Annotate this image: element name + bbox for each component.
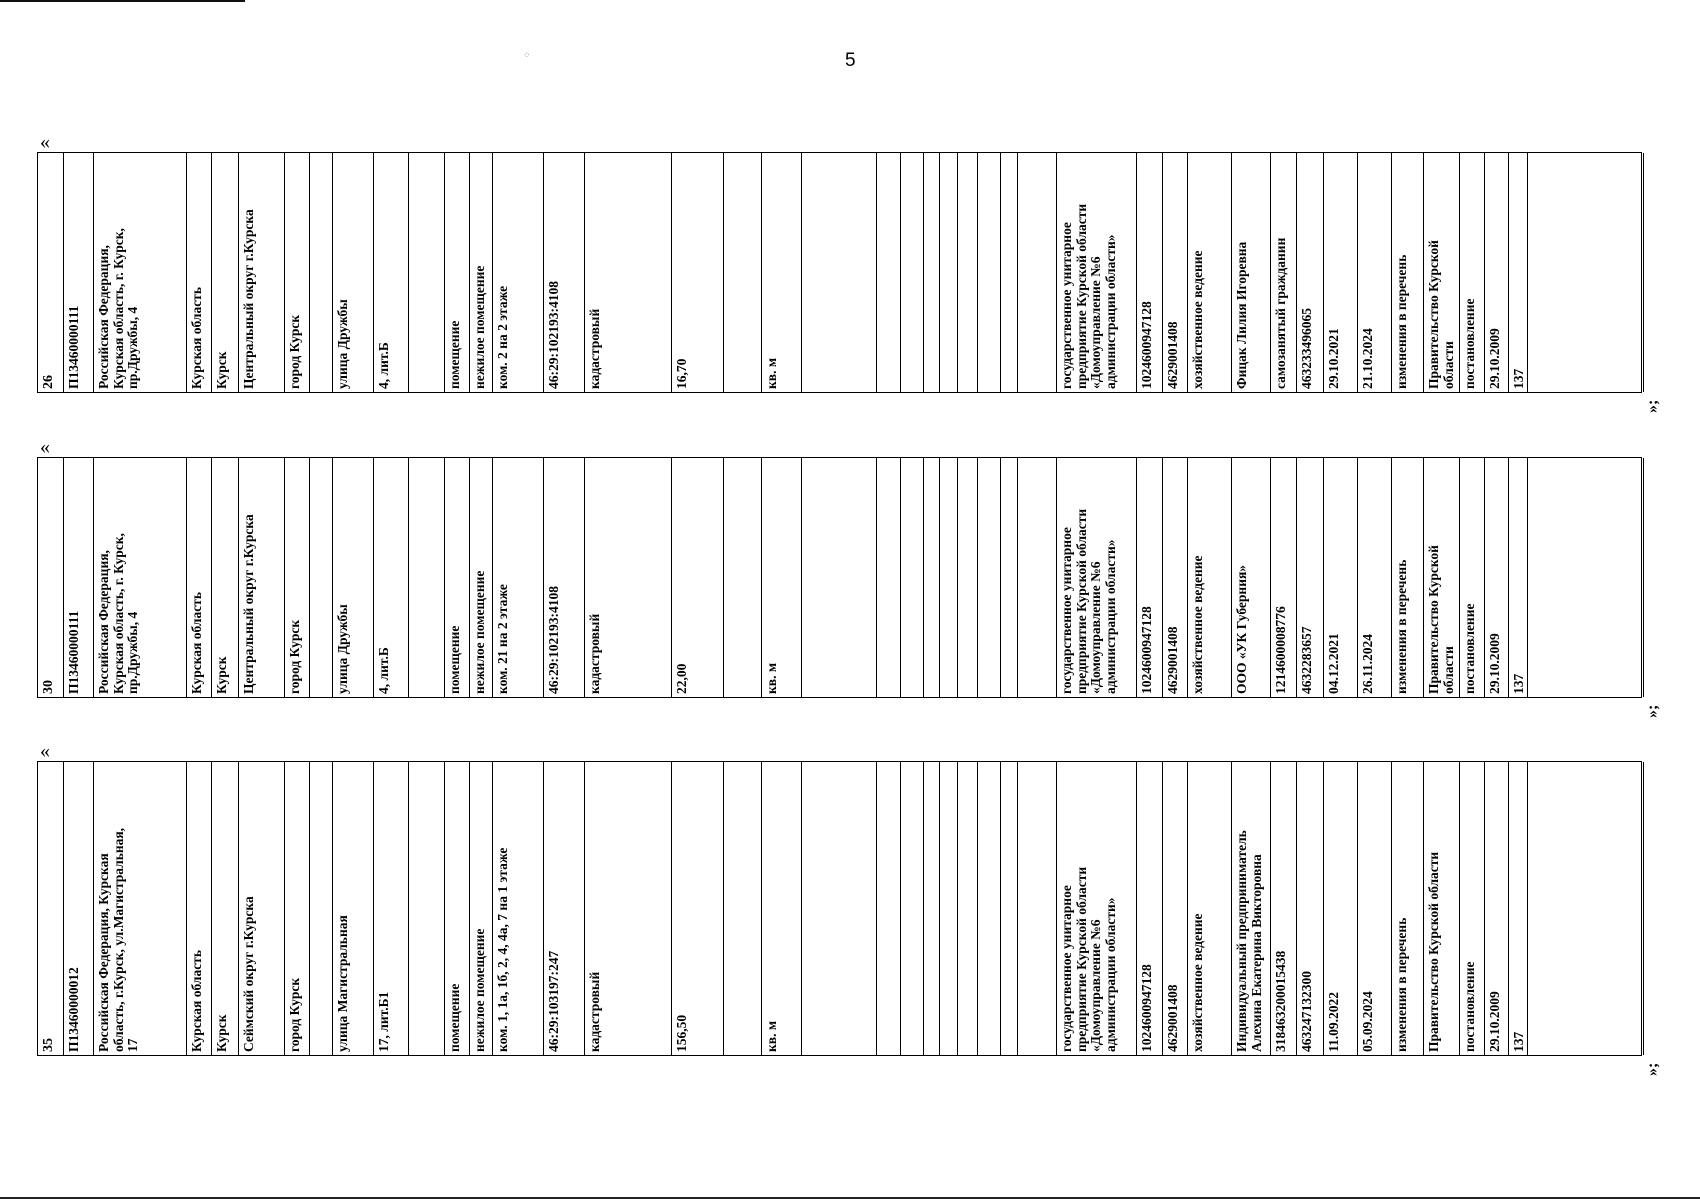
column-divider xyxy=(923,458,924,697)
cell-contract-end: 05.09.2024 xyxy=(1360,991,1375,1052)
cell-doc-type: постановление xyxy=(1462,298,1477,389)
column-divider xyxy=(876,153,877,392)
cell-doc-type: постановление xyxy=(1462,961,1477,1052)
cell-address: область, г.Курск, ул.Магистральная, xyxy=(110,827,126,1052)
cell-holder-ogrn: 1024600947128 xyxy=(1139,301,1154,389)
cell-authority: Правительство Курской xyxy=(1426,240,1441,389)
column-divider xyxy=(1391,153,1392,392)
cell-tenant: ООО «УК Губерния» xyxy=(1234,564,1249,694)
column-divider xyxy=(761,762,762,1055)
column-divider xyxy=(543,153,544,392)
cell-street: улица Магистральная xyxy=(335,915,350,1052)
cell-doc-date: 29.10.2009 xyxy=(1487,633,1502,694)
column-divider xyxy=(1270,153,1271,392)
scan-edge-top xyxy=(0,0,245,2)
column-divider xyxy=(444,153,445,392)
open-quote-mark: « xyxy=(40,436,50,458)
column-divider xyxy=(1017,153,1018,392)
cell-holder: администрации области» xyxy=(1102,897,1118,1052)
cell-right-type: хозяйственное ведение xyxy=(1190,250,1205,389)
close-quote-mark: »; xyxy=(1644,399,1661,413)
column-divider xyxy=(1187,762,1188,1055)
cell-city: Курск xyxy=(214,656,229,694)
column-divider xyxy=(211,762,212,1055)
cell-change-note: изменения в перечень xyxy=(1394,559,1409,694)
cell-holder: государственное унитарное xyxy=(1059,222,1074,389)
column-divider xyxy=(1484,153,1485,392)
cell-authority: области xyxy=(1440,341,1456,389)
cell-contract-start: 29.10.2021 xyxy=(1326,328,1341,389)
scan-edge-bottom xyxy=(0,1197,1700,1199)
column-divider xyxy=(332,458,333,697)
column-divider xyxy=(1056,153,1057,392)
column-divider xyxy=(801,153,802,392)
column-divider xyxy=(1323,153,1324,392)
cell-settlement: город Курск xyxy=(287,314,302,389)
cell-authority: области xyxy=(1440,646,1456,694)
cell-area: 22,00 xyxy=(674,663,689,694)
column-divider xyxy=(1162,458,1163,697)
column-divider xyxy=(1296,762,1297,1055)
cell-registry-id: П13460000111 xyxy=(66,610,81,694)
cell-settlement: город Курск xyxy=(287,619,302,694)
column-divider xyxy=(93,458,94,697)
column-divider xyxy=(543,762,544,1055)
registry-record-table xyxy=(37,457,1642,698)
column-divider xyxy=(492,458,493,697)
column-divider xyxy=(444,458,445,697)
cell-holder: государственное унитарное xyxy=(1059,527,1074,694)
column-divider xyxy=(93,153,94,392)
cell-object-kind: помещение xyxy=(447,320,462,389)
column-divider xyxy=(284,153,285,392)
cell-unit: кв. м xyxy=(764,357,779,389)
cell-holder: «Домоуправление №6 xyxy=(1088,561,1103,694)
column-divider xyxy=(1643,762,1644,1055)
cell-holder: предприятие Курской области xyxy=(1073,866,1089,1052)
cell-object-type: нежилое помещение xyxy=(472,265,487,389)
registry-record-table xyxy=(37,152,1642,393)
cell-tenant-ogrn: 318463200015438 xyxy=(1273,950,1288,1052)
cell-object-name: ком. 21 на 2 этаже xyxy=(495,584,510,694)
cell-holder: администрации области» xyxy=(1102,234,1118,389)
cell-change-note: изменения в перечень xyxy=(1394,254,1409,389)
column-divider xyxy=(1056,458,1057,697)
column-divider xyxy=(1459,153,1460,392)
cell-object-kind: помещение xyxy=(447,983,462,1052)
cell-doc-date: 29.10.2009 xyxy=(1487,991,1502,1052)
column-divider xyxy=(284,762,285,1055)
column-divider xyxy=(238,458,239,697)
column-divider xyxy=(332,153,333,392)
column-divider xyxy=(186,762,187,1055)
column-divider xyxy=(408,153,409,392)
cell-address: пр.Дружбы, 4 xyxy=(125,306,140,389)
column-divider xyxy=(977,762,978,1055)
column-divider xyxy=(1017,762,1018,1055)
column-divider xyxy=(876,458,877,697)
cell-authority: Правительство Курской xyxy=(1426,545,1441,694)
column-divider xyxy=(939,153,940,392)
cell-house: 17, лит.Б1 xyxy=(376,991,391,1052)
column-divider xyxy=(1423,458,1424,697)
cell-registry-id: П13460000111 xyxy=(66,305,81,389)
column-divider xyxy=(671,458,672,697)
column-divider xyxy=(1527,762,1528,1055)
close-quote-mark: »; xyxy=(1644,704,1661,718)
cell-house: 4, лит.Б xyxy=(376,647,391,694)
registry-record-table xyxy=(37,761,1642,1056)
cell-right-type: хозяйственное ведение xyxy=(1190,555,1205,694)
column-divider xyxy=(1296,458,1297,697)
column-divider xyxy=(1357,458,1358,697)
column-divider xyxy=(1459,762,1460,1055)
column-divider xyxy=(900,458,901,697)
cell-object-kind: помещение xyxy=(447,625,462,694)
cell-holder: администрации области» xyxy=(1102,539,1118,694)
cell-tenant-inn: 463233496065 xyxy=(1299,308,1314,389)
column-divider xyxy=(186,458,187,697)
column-divider xyxy=(332,762,333,1055)
cell-address: Курская область, г. Курск, xyxy=(110,533,126,694)
column-divider xyxy=(671,762,672,1055)
column-divider xyxy=(1017,458,1018,697)
column-divider xyxy=(900,762,901,1055)
cell-region: Курская область xyxy=(189,950,204,1052)
column-divider xyxy=(444,762,445,1055)
column-divider xyxy=(900,153,901,392)
cell-row-number: 35 xyxy=(41,1038,56,1052)
column-divider xyxy=(492,762,493,1055)
cell-tenant-inn: 463247132300 xyxy=(1299,971,1314,1052)
column-divider xyxy=(1162,762,1163,1055)
column-divider xyxy=(671,153,672,392)
column-divider xyxy=(1323,458,1324,697)
column-divider xyxy=(469,153,470,392)
cell-contract-start: 11.09.2022 xyxy=(1326,991,1341,1052)
cell-doc-type: постановление xyxy=(1462,603,1477,694)
cell-tenant-ogrn: самозанятый гражданин xyxy=(1273,237,1288,389)
column-divider xyxy=(1357,762,1358,1055)
cell-holder-ogrn: 1024600947128 xyxy=(1139,964,1154,1052)
cell-region: Курская область xyxy=(189,592,204,694)
cell-street: улица Дружбы xyxy=(335,299,350,389)
column-divider xyxy=(957,762,958,1055)
cell-holder-inn: 4629001408 xyxy=(1165,626,1180,694)
cell-tenant-inn: 4632283657 xyxy=(1299,626,1314,694)
cell-district: Центральный округ г.Курска xyxy=(241,209,256,389)
column-divider xyxy=(1484,762,1485,1055)
cell-object-type: нежилое помещение xyxy=(472,570,487,694)
column-divider xyxy=(1508,458,1509,697)
column-divider xyxy=(1508,153,1509,392)
column-divider xyxy=(63,458,64,697)
cell-change-note: изменения в перечень xyxy=(1394,917,1409,1052)
cell-row-number: 30 xyxy=(41,680,56,694)
column-divider xyxy=(309,458,310,697)
column-divider xyxy=(1000,458,1001,697)
cell-cadastral-number: 46:29:103197:247 xyxy=(546,950,561,1052)
cell-holder: «Домоуправление №6 xyxy=(1088,256,1103,389)
cell-holder: «Домоуправление №6 xyxy=(1088,919,1103,1052)
column-divider xyxy=(801,458,802,697)
column-divider xyxy=(309,762,310,1055)
column-divider xyxy=(1056,762,1057,1055)
cell-doc-number: 137 xyxy=(1511,368,1526,389)
cell-cadastral-number: 46:29:102193:4108 xyxy=(546,586,561,694)
column-divider xyxy=(977,458,978,697)
column-divider xyxy=(284,458,285,697)
column-divider xyxy=(469,762,470,1055)
cell-area: 156,50 xyxy=(674,1014,689,1052)
cell-district: Центральный округ г.Курска xyxy=(241,514,256,694)
column-divider xyxy=(801,762,802,1055)
column-divider xyxy=(1296,153,1297,392)
column-divider xyxy=(584,458,585,697)
column-divider xyxy=(1136,762,1137,1055)
close-quote-mark: »; xyxy=(1644,1062,1661,1076)
column-divider xyxy=(238,762,239,1055)
column-divider xyxy=(1231,458,1232,697)
column-divider xyxy=(469,458,470,697)
column-divider xyxy=(1643,458,1644,697)
column-divider xyxy=(1459,458,1460,697)
column-divider xyxy=(211,153,212,392)
column-divider xyxy=(1136,153,1137,392)
open-quote-mark: « xyxy=(40,131,50,153)
cell-tenant: Индивидуальный предприниматель xyxy=(1234,830,1249,1052)
cell-contract-end: 21.10.2024 xyxy=(1360,328,1375,389)
cell-district: Сеймский округ г.Курска xyxy=(241,896,256,1052)
column-divider xyxy=(923,762,924,1055)
column-divider xyxy=(939,458,940,697)
column-divider xyxy=(1527,153,1528,392)
column-divider xyxy=(1000,153,1001,392)
column-divider xyxy=(584,153,585,392)
scan-speck: ⁘ xyxy=(523,50,531,60)
column-divider xyxy=(309,153,310,392)
column-divider xyxy=(1187,153,1188,392)
column-divider xyxy=(63,153,64,392)
column-divider xyxy=(1643,153,1644,392)
cell-holder-inn: 4629001408 xyxy=(1165,321,1180,389)
cell-address: Российская Федерация, xyxy=(96,245,111,389)
column-divider xyxy=(543,458,544,697)
column-divider xyxy=(761,458,762,697)
cell-address: пр.Дружбы, 4 xyxy=(125,611,140,694)
column-divider xyxy=(93,762,94,1055)
cell-doc-number: 137 xyxy=(1511,673,1526,694)
column-divider xyxy=(1187,458,1188,697)
cell-city: Курск xyxy=(214,1014,229,1052)
column-divider xyxy=(408,458,409,697)
cell-authority: Правительство Курской области xyxy=(1426,851,1441,1052)
cell-contract-end: 26.11.2024 xyxy=(1360,633,1375,694)
cell-address: Курская область, г. Курск, xyxy=(110,228,126,389)
column-divider xyxy=(1000,762,1001,1055)
column-divider xyxy=(211,458,212,697)
column-divider xyxy=(1423,153,1424,392)
column-divider xyxy=(723,153,724,392)
page-number: 5 xyxy=(845,50,856,71)
column-divider xyxy=(373,458,374,697)
column-divider xyxy=(238,153,239,392)
cell-unit: кв. м xyxy=(764,1020,779,1052)
column-divider xyxy=(1527,458,1528,697)
cell-holder-ogrn: 1024600947128 xyxy=(1139,606,1154,694)
column-divider xyxy=(723,762,724,1055)
cell-region: Курская область xyxy=(189,287,204,389)
cell-holder: предприятие Курской области xyxy=(1073,203,1089,389)
column-divider xyxy=(584,762,585,1055)
column-divider xyxy=(63,762,64,1055)
cell-holder: государственное унитарное xyxy=(1059,885,1074,1052)
column-divider xyxy=(876,762,877,1055)
column-divider xyxy=(373,762,374,1055)
column-divider xyxy=(1270,458,1271,697)
open-quote-mark: « xyxy=(40,740,50,762)
column-divider xyxy=(492,153,493,392)
column-divider xyxy=(923,153,924,392)
column-divider xyxy=(723,458,724,697)
cell-address: Российская Федерация, Курская xyxy=(96,853,111,1052)
cell-row-number: 26 xyxy=(41,375,56,389)
column-divider xyxy=(1423,762,1424,1055)
column-divider xyxy=(761,153,762,392)
column-divider xyxy=(1136,458,1137,697)
column-divider xyxy=(1231,762,1232,1055)
cell-address: 17 xyxy=(125,1038,140,1052)
cell-object-type: нежилое помещение xyxy=(472,928,487,1052)
cell-doc-number: 137 xyxy=(1511,1031,1526,1052)
cell-settlement: город Курск xyxy=(287,977,302,1052)
column-divider xyxy=(977,153,978,392)
cell-tenant: Фицак Лилия Игоревна xyxy=(1234,241,1249,389)
cell-address: Российская Федерация, xyxy=(96,550,111,694)
cell-tenant: Алехина Екатерина Викторовна xyxy=(1248,854,1264,1052)
cell-tenant-ogrn: 1214600008776 xyxy=(1273,606,1288,694)
cell-contract-start: 04.12.2021 xyxy=(1326,633,1341,694)
column-divider xyxy=(1231,153,1232,392)
column-divider xyxy=(1270,762,1271,1055)
column-divider xyxy=(1508,762,1509,1055)
column-divider xyxy=(1162,153,1163,392)
cell-cadastral-number: 46:29:102193:4108 xyxy=(546,281,561,389)
cell-holder-inn: 4629001408 xyxy=(1165,984,1180,1052)
column-divider xyxy=(1323,762,1324,1055)
column-divider xyxy=(373,153,374,392)
column-divider xyxy=(939,762,940,1055)
cell-number-type: кадастровый xyxy=(587,971,602,1052)
cell-doc-date: 29.10.2009 xyxy=(1487,328,1502,389)
cell-right-type: хозяйственное ведение xyxy=(1190,913,1205,1052)
cell-registry-id: П13460000012 xyxy=(66,967,81,1052)
cell-area: 16,70 xyxy=(674,358,689,389)
column-divider xyxy=(957,153,958,392)
cell-number-type: кадастровый xyxy=(587,308,602,389)
cell-city: Курск xyxy=(214,351,229,389)
cell-street: улица Дружбы xyxy=(335,604,350,694)
cell-unit: кв. м xyxy=(764,662,779,694)
cell-holder: предприятие Курской области xyxy=(1073,508,1089,694)
column-divider xyxy=(1484,458,1485,697)
cell-number-type: кадастровый xyxy=(587,613,602,694)
column-divider xyxy=(957,458,958,697)
column-divider xyxy=(1391,458,1392,697)
column-divider xyxy=(1391,762,1392,1055)
column-divider xyxy=(186,153,187,392)
column-divider xyxy=(1357,153,1358,392)
cell-object-name: ком. 2 на 2 этаже xyxy=(495,285,510,389)
cell-house: 4, лит.Б xyxy=(376,342,391,389)
column-divider xyxy=(408,762,409,1055)
cell-object-name: ком. 1, 1а, 1б, 2, 4, 4а, 7 на 1 этаже xyxy=(495,847,510,1052)
